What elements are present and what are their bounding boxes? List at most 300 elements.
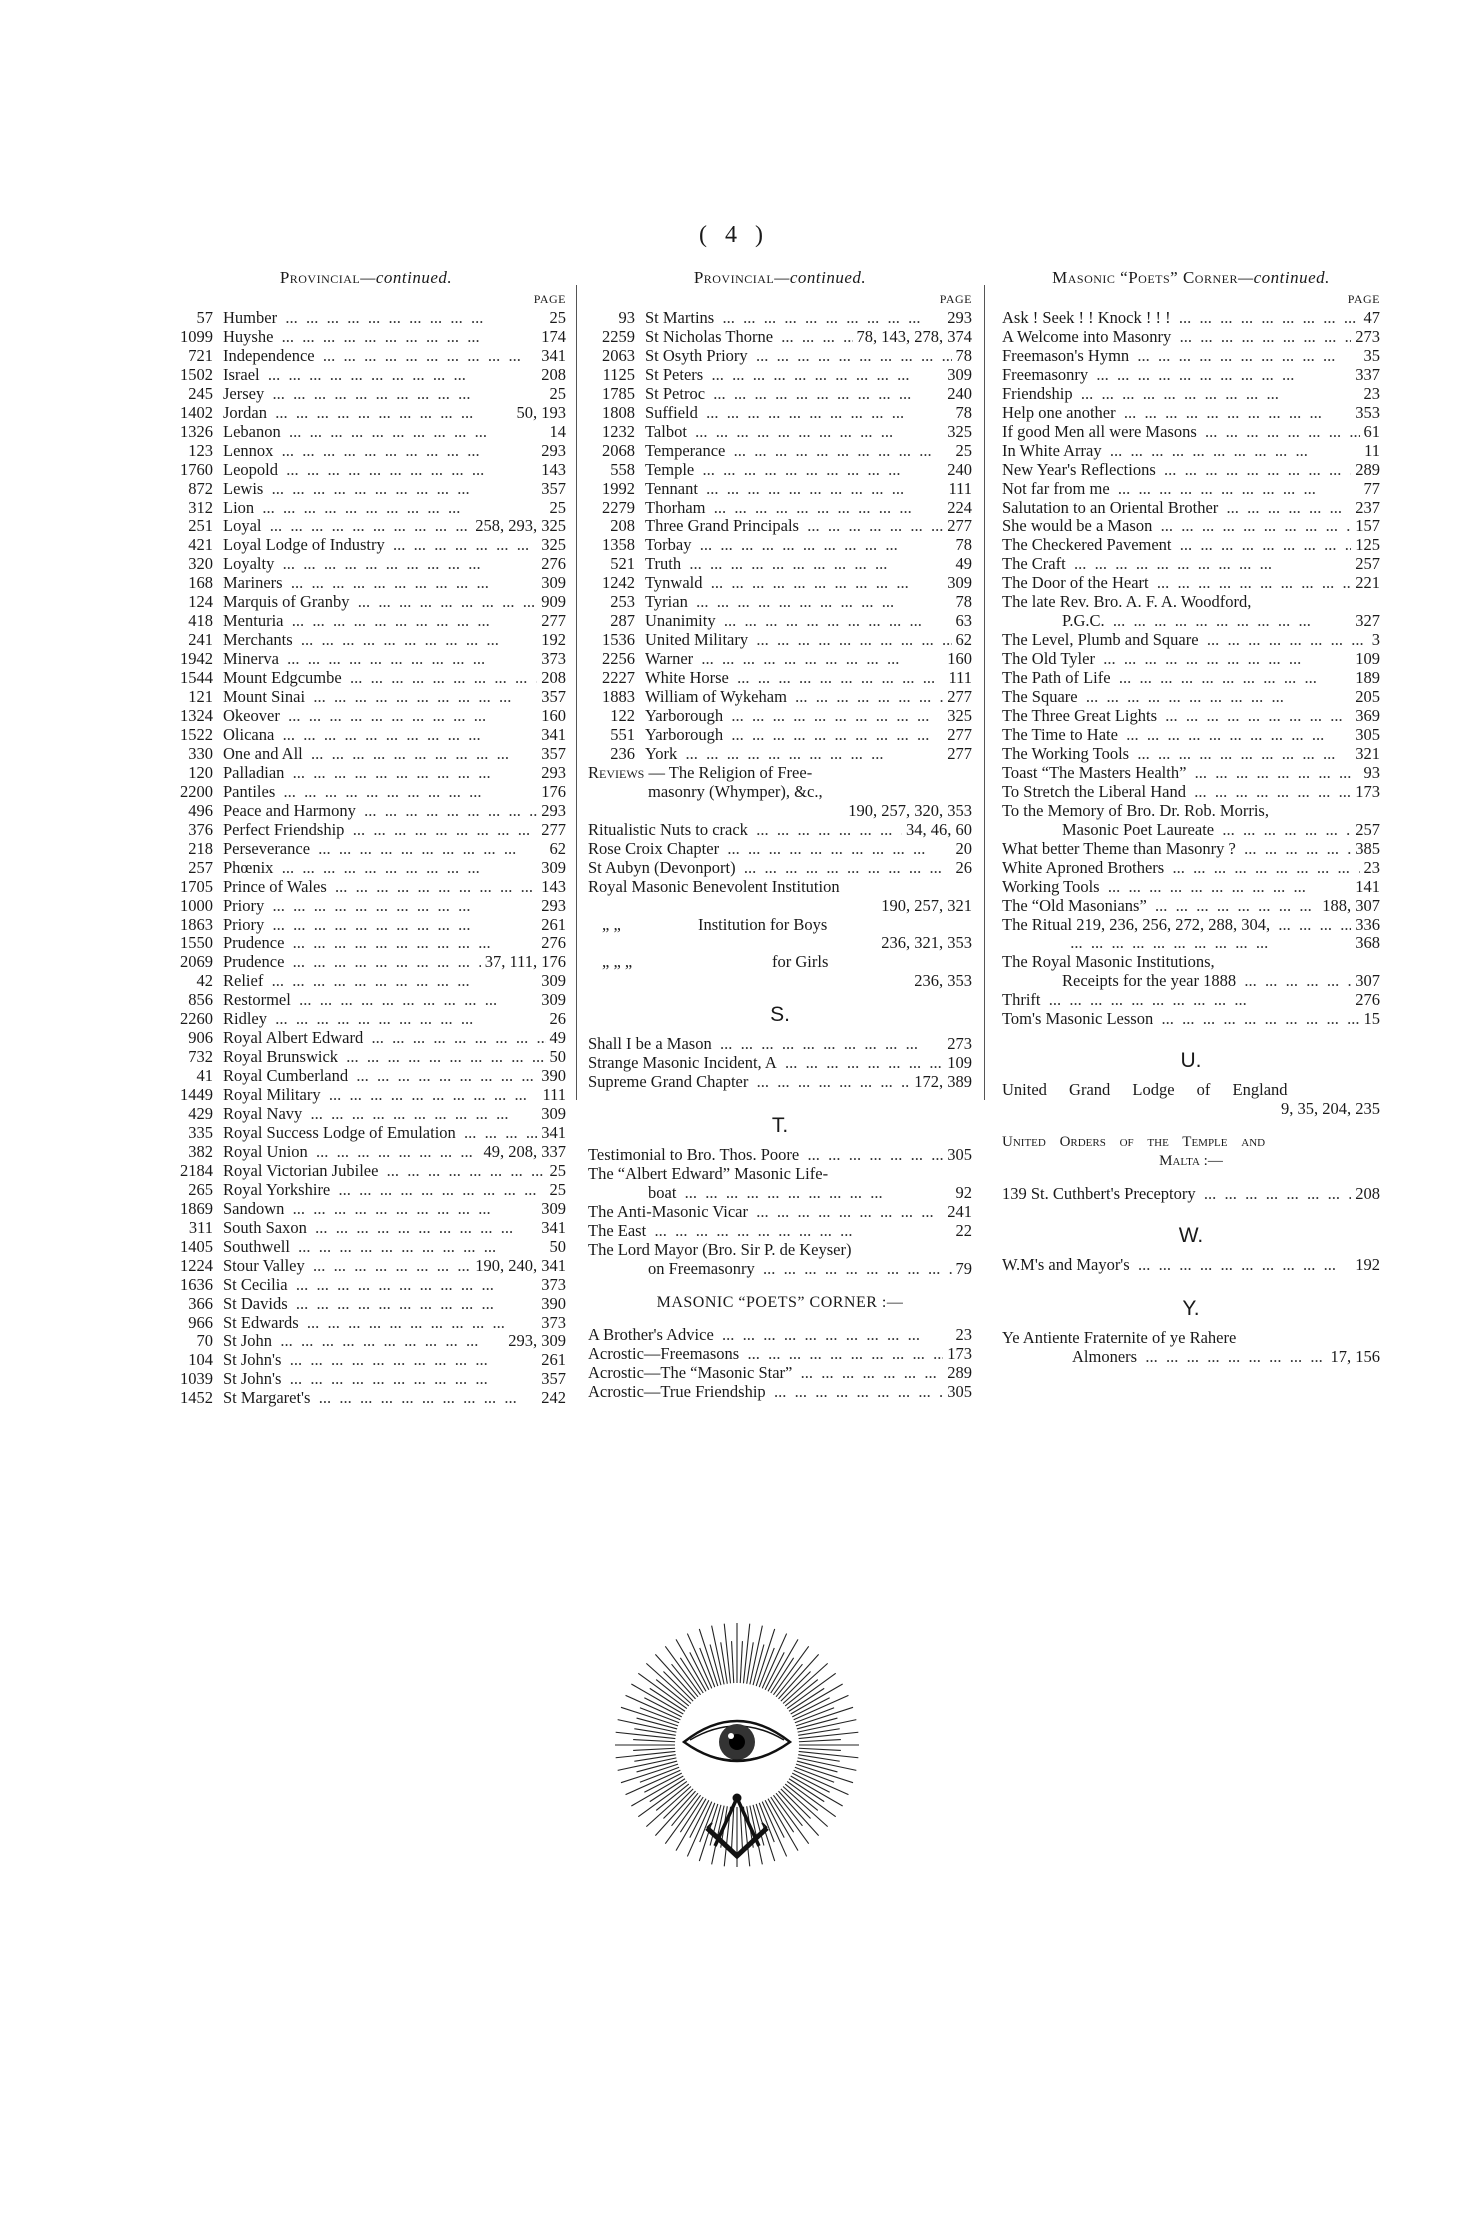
lodge-number: 721	[188, 345, 213, 365]
lodge-number: 120	[188, 762, 213, 782]
emblem-ray	[656, 1784, 689, 1810]
lodge-number: 168	[188, 573, 213, 593]
entry-pages: 309	[541, 1104, 566, 1124]
index-entry	[588, 404, 972, 423]
index-entry	[1002, 745, 1380, 764]
entry-title: Prudence	[223, 952, 285, 972]
entry-pages: 261	[541, 1350, 566, 1370]
index-entry	[588, 1165, 972, 1184]
lodge-number: 418	[188, 611, 213, 631]
entry-title: Minerva	[223, 649, 279, 669]
index-entry	[588, 593, 972, 612]
lodge-number: 287	[610, 611, 635, 631]
lodge-number: 856	[188, 990, 213, 1010]
emblem-ray	[781, 1789, 811, 1819]
entry-title: St Petroc	[645, 383, 706, 403]
index-entry	[1002, 916, 1380, 935]
index-entry	[166, 1389, 566, 1408]
index-entry	[1002, 612, 1380, 631]
entry-pages: 192	[541, 630, 566, 650]
entry-title: White Aproned Brothers	[1002, 857, 1165, 877]
entry-pages: 23	[1363, 857, 1380, 877]
emblem-ray	[616, 1732, 676, 1738]
section-letter-u: U.	[1180, 1049, 1202, 1073]
emblem-ray	[776, 1664, 802, 1697]
index-entry	[1002, 461, 1380, 480]
emblem-ray	[740, 1641, 742, 1683]
index-entry	[588, 1184, 972, 1203]
entry-pages: 11	[1364, 440, 1380, 460]
index-entry	[166, 726, 566, 745]
index-entry	[1002, 707, 1380, 726]
entry-title: Ridley	[223, 1009, 267, 1029]
emblem-ray	[724, 1624, 730, 1684]
entry-title: Palladian	[223, 762, 285, 782]
entry-title: United Military	[645, 630, 749, 650]
entry-title: Freemasonry	[1002, 364, 1089, 384]
entry-pages: 78, 143, 278, 374	[856, 326, 972, 346]
entry-title: The Time to Hate	[1002, 724, 1118, 744]
index-entry	[1002, 650, 1380, 669]
index-entry	[166, 1143, 566, 1162]
lodge-number: 1808	[602, 402, 635, 422]
t-list	[588, 1146, 972, 1279]
index-entry	[588, 1260, 972, 1279]
entry-title: White Horse	[645, 668, 729, 688]
poets-list	[588, 1326, 972, 1402]
entry-title: York	[645, 743, 678, 763]
index-entry	[588, 385, 972, 404]
entry-pages: 172, 389	[914, 1072, 972, 1092]
entry-title: Strange Masonic Incident, A	[588, 1053, 777, 1073]
entry-title: Royal Yorkshire	[223, 1179, 331, 1199]
lodge-list	[588, 309, 972, 764]
entry-title: Loyalty	[223, 554, 275, 574]
entry-pages: 25	[549, 1160, 566, 1180]
entry-title: Restormel	[223, 990, 291, 1010]
lodge-number: 2184	[180, 1160, 213, 1180]
entry-title: Acrostic—True Friendship	[588, 1381, 766, 1401]
lodge-number: 558	[610, 459, 635, 479]
lodge-number: 1502	[180, 364, 213, 384]
index-entry	[1002, 991, 1380, 1010]
index-entry	[1002, 347, 1380, 366]
emblem-ray	[663, 1789, 693, 1819]
index-entry	[166, 612, 566, 631]
entry-pages: 293	[541, 762, 566, 782]
lodge-number: 1705	[180, 876, 213, 896]
entry-title: Temperance	[645, 440, 726, 460]
column-poets-corner: Masonic “Poets” Corner—continued. PAGE Ask ! Seek ! ! Knock ! ! ! ... 47 A Welcome into Masonry ... 273 Freemason's Hymn ... 35 Freemasonry ... 337 Friendship ... 23 Help one another ... 353 If good Men all were Masons ... 61 In White Array ... 11 New Year's Reflections ... 289 Not far from me ... 77 Salutation to an Oriental Brother ... 237 She would be a Mason ... 157 The Checkered Pavement ... 125 The Craft ... 257 The Door of the Heart ... 221 The late Rev. Bro. A. F. A. Woodford, P.G.C. ... 327 The Level, Plumb and Square ... 3 The Old Tyler ... 109 The Path of Life ... 189 The Square ... 205 The Three Great Lights ... 369 The Time to Hate ... 305 The Working Tools ... 321 Toast “The Masters Health” ... 93 To Stretch the Liberal Hand ... 173 To the Memory of Bro. Dr. Rob. Morris, Masonic Poet Laureate ... 257 What better Theme than Masonry ? ... 385 White Aproned Brothers ... 23 Working Tools ... 141 The “Old Masonians” ... 188, 307 The Ritual 219, 236, 256, 272, 288, 304, ... 336 ... 368 The Royal Masonic Institutions, Receipts for the year 1888 ... 307 Thrift ... 276 Tom's Masonic Lesson ... 15 U. United Grand Lodge of England 9, 35, 204, 235 United Orders of the Temple and Malta :— 139 St. Cuthbert's Preceptory ... 208 W. W.M's and Mayor's ... 192 Y. Ye Antiente Fraternite of ye Rahere Almoners ... 17, 156	[1002, 268, 1380, 1367]
entry-pages: 15	[1363, 1009, 1380, 1029]
entry-title: St Cecilia	[223, 1274, 288, 1294]
lodge-number: 104	[188, 1350, 213, 1370]
index-entry	[1002, 536, 1380, 555]
lodge-number: 2068	[602, 440, 635, 460]
column-heading: Provincial—continued.	[279, 268, 453, 287]
index-entry	[166, 745, 566, 764]
index-entry	[588, 821, 972, 840]
entry-pages: 277	[947, 687, 972, 707]
lodge-number: 265	[188, 1179, 213, 1199]
entry-title: Ritualistic Nuts to crack	[588, 819, 748, 839]
entry-pages: 143	[541, 876, 566, 896]
entry-pages: 241	[947, 1202, 972, 1222]
entry-title: Royal Cumberland	[223, 1066, 349, 1086]
entry-pages: 293	[541, 440, 566, 460]
entry-title: St Aubyn (Devonport)	[588, 857, 736, 877]
index-entry	[1002, 442, 1380, 461]
lodge-number: 872	[188, 478, 213, 498]
entry-pages: 293	[541, 800, 566, 820]
index-entry	[588, 688, 972, 707]
entry-pages: 277	[541, 819, 566, 839]
index-entry	[166, 536, 566, 555]
entry-title: She would be a Mason	[1002, 516, 1153, 536]
emblem-ray	[799, 1748, 841, 1750]
entry-pages: 111	[948, 668, 972, 688]
index-entry	[166, 991, 566, 1010]
entry-pages: 309	[541, 971, 566, 991]
index-entry	[588, 517, 972, 536]
index-entry	[1002, 499, 1380, 518]
lodge-number: 1449	[180, 1085, 213, 1105]
entry-title: One and All	[223, 743, 303, 763]
entry-title: William of Wykeham	[645, 687, 787, 707]
lodge-number: 1869	[180, 1198, 213, 1218]
entry-title: Lennox	[223, 440, 274, 460]
index-entry	[166, 897, 566, 916]
entry-title: Priory	[223, 895, 265, 915]
lodge-number: 1326	[180, 421, 213, 441]
entry-pages: 305	[1355, 724, 1380, 744]
entry-pages: 258, 293, 325	[475, 516, 566, 536]
column-divider-right	[984, 285, 985, 1100]
entry-pages: 20	[955, 838, 972, 858]
entry-title: Tennant	[645, 478, 698, 498]
index-entry	[1002, 631, 1380, 650]
entry-title: Working Tools	[1002, 876, 1100, 896]
entry-title: Three Grand Principals	[645, 516, 799, 536]
entry-title: The East	[588, 1220, 647, 1240]
entry-pages: 50, 193	[516, 402, 566, 422]
emblem-ray	[650, 1688, 685, 1711]
entry-title: The Royal Masonic Institutions,	[1002, 952, 1215, 972]
entry-pages: 25	[549, 497, 566, 517]
index-entry	[1002, 859, 1380, 878]
lodge-number: 123	[188, 440, 213, 460]
emblem-ray	[785, 1784, 818, 1810]
lodge-number: 421	[188, 535, 213, 555]
index-entry	[166, 764, 566, 783]
index-entry	[1002, 480, 1380, 499]
entry-title: Leopold	[223, 459, 278, 479]
entry-pages: 309	[947, 573, 972, 593]
entry-title: Yarborough	[645, 724, 724, 744]
entry-pages: 385	[1355, 838, 1380, 858]
entry-title: Royal Military	[223, 1085, 321, 1105]
index-entry	[1002, 517, 1380, 536]
page-label: PAGE	[1347, 292, 1380, 306]
entry-title: Truth	[645, 554, 682, 574]
reviews-entry: Reviews — The Religion of Free- masonry (Whymper), &c., 190, 257, 320, 353	[588, 762, 972, 820]
index-entry	[1002, 385, 1380, 404]
index-entry	[588, 480, 972, 499]
index-entry	[166, 1048, 566, 1067]
entry-title: Not far from me	[1002, 478, 1110, 498]
entry-pages: 309	[541, 573, 566, 593]
lodge-number: 218	[188, 838, 213, 858]
entry-pages: 79	[955, 1258, 972, 1278]
lodge-number: 2063	[602, 345, 635, 365]
entry-pages: 357	[541, 743, 566, 763]
index-entry	[1002, 1010, 1380, 1029]
entry-title: St Nicholas Thorne	[645, 326, 774, 346]
entry-title: Tyrian	[645, 592, 688, 612]
emblem-ray	[650, 1779, 685, 1802]
emblem-ray	[776, 1793, 802, 1826]
index-entry	[1002, 366, 1380, 385]
entry-title: Warner	[645, 649, 694, 669]
entry-title: Unanimity	[645, 611, 716, 631]
emblem-ray	[785, 1680, 818, 1706]
entry-title: Testimonial to Bro. Thos. Poore	[588, 1145, 800, 1165]
entry-pages: 47	[1363, 308, 1380, 327]
column-heading: Masonic “Poets” Corner—continued.	[1052, 268, 1330, 287]
entry-title: St John's	[223, 1369, 282, 1389]
lodge-number: 1324	[180, 706, 213, 726]
emblem-ray	[672, 1664, 698, 1697]
entry-pages: 141	[1355, 876, 1380, 896]
entry-pages: 61	[1363, 421, 1380, 441]
entry-pages: 309	[541, 1198, 566, 1218]
entry-pages: 14	[549, 421, 566, 441]
lodge-number: 376	[188, 819, 213, 839]
lodge-number: 70	[196, 1331, 213, 1351]
index-entry	[1002, 688, 1380, 707]
section-letter-y: Y.	[1182, 1296, 1200, 1320]
entry-title: The Path of Life	[1002, 668, 1111, 688]
entry-pages: 273	[947, 1034, 972, 1054]
lodge-number: 1785	[602, 383, 635, 403]
entry-pages: 77	[1363, 478, 1380, 498]
entry-title: Royal Success Lodge of Emulation	[223, 1122, 456, 1142]
index-entry	[166, 1067, 566, 1086]
lodge-number: 42	[196, 971, 213, 991]
lodge-number: 2256	[602, 649, 635, 669]
index-entry	[166, 953, 566, 972]
index-entry	[166, 688, 566, 707]
entry-pages: 327	[1355, 611, 1380, 631]
emblem-ray	[616, 1751, 676, 1757]
entry-pages: 157	[1355, 516, 1380, 536]
lodge-number: 1099	[180, 326, 213, 346]
index-entry	[1002, 764, 1380, 783]
index-entry	[166, 840, 566, 859]
entry-pages: 63	[955, 611, 972, 631]
index-entry	[1002, 423, 1380, 442]
index-entry	[166, 499, 566, 518]
entry-title: The “Albert Edward” Masonic Life-	[588, 1164, 829, 1184]
entry-pages: 49	[549, 1028, 566, 1048]
entry-title: Perfect Friendship	[223, 819, 345, 839]
entry-pages: 277	[947, 743, 972, 763]
lodge-number: 1125	[602, 364, 635, 384]
entry-title: Southwell	[223, 1236, 290, 1256]
lodge-number: 1760	[180, 459, 213, 479]
index-entry	[588, 1345, 972, 1364]
entry-pages: 353	[1355, 402, 1380, 422]
entry-pages: 341	[541, 1122, 566, 1142]
entry-title: The Checkered Pavement	[1002, 535, 1172, 555]
entry-pages: 49, 208, 337	[483, 1141, 566, 1161]
entry-pages: 305	[947, 1145, 972, 1165]
entry-title: If good Men all were Masons	[1002, 421, 1197, 441]
emblem-ray	[656, 1680, 689, 1706]
index-entry	[588, 442, 972, 461]
entry-title: To the Memory of Bro. Dr. Rob. Morris,	[1002, 800, 1269, 820]
lodge-number: 1000	[180, 895, 213, 915]
index-entry	[166, 1029, 566, 1048]
entry-pages: 3	[1371, 630, 1380, 650]
entry-pages: 160	[541, 706, 566, 726]
entry-title: Temple	[645, 459, 695, 479]
entry-pages: 125	[1355, 535, 1380, 555]
entry-pages: 111	[948, 478, 972, 498]
entry-title: Mount Sinai	[223, 687, 306, 707]
entry-title: The Square	[1002, 687, 1078, 707]
index-entry	[1002, 593, 1380, 612]
index-entry	[588, 1203, 972, 1222]
index-entry	[1002, 669, 1380, 688]
index-entry	[1002, 555, 1380, 574]
lodge-number: 966	[188, 1312, 213, 1332]
index-entry	[588, 328, 972, 347]
entry-title: Loyal	[223, 516, 262, 536]
entry-title: The Working Tools	[1002, 743, 1130, 763]
index-entry	[166, 802, 566, 821]
emblem-ray	[672, 1793, 698, 1826]
entry-title: Receipts for the year 1888	[1062, 971, 1237, 991]
index-entry	[166, 593, 566, 612]
lodge-number: 1358	[602, 535, 635, 555]
column-heading: Provincial—continued.	[693, 268, 867, 287]
entry-title: Salutation to an Oriental Brother	[1002, 497, 1219, 517]
index-entry	[166, 972, 566, 991]
emblem-ray	[771, 1797, 794, 1832]
index-entry	[166, 385, 566, 404]
lodge-number: 1039	[180, 1369, 213, 1389]
index-entry	[166, 821, 566, 840]
entry-pages: 357	[541, 478, 566, 498]
orders-entry: United Orders of the Temple and	[1002, 1134, 1266, 1151]
entry-title: The Lord Mayor (Bro. Sir P. de Keyser)	[588, 1239, 852, 1259]
entry-title: Lion	[223, 497, 255, 517]
entry-title: The Level, Plumb and Square	[1002, 630, 1199, 650]
index-entry	[588, 859, 972, 878]
lodge-list	[166, 309, 566, 1408]
entry-pages: 208	[541, 668, 566, 688]
entry-title: Shall I be a Mason	[588, 1034, 712, 1054]
index-entry	[166, 1257, 566, 1276]
emblem-ray	[789, 1779, 824, 1802]
entry-pages: 62	[955, 630, 972, 650]
lodge-number: 236	[610, 743, 635, 763]
lodge-number: 429	[188, 1104, 213, 1124]
entry-pages: 50	[549, 1047, 566, 1067]
entry-title: St Osyth Priory	[645, 345, 748, 365]
entry-title: Thrift	[1002, 990, 1041, 1010]
index-entry	[1002, 309, 1380, 328]
lodge-number: 122	[610, 706, 635, 726]
entry-pages: 188, 307	[1322, 895, 1380, 915]
lodge-number: 241	[188, 630, 213, 650]
index-entry	[166, 1105, 566, 1124]
index-entry	[166, 328, 566, 347]
lodge-number: 124	[188, 592, 213, 612]
entry-title: Mariners	[223, 573, 283, 593]
index-entry	[1002, 934, 1380, 953]
entry-title: St John	[223, 1331, 273, 1351]
index-entry	[166, 309, 566, 328]
entry-title: What better Theme than Masonry ?	[1002, 838, 1236, 858]
entry-title: St Margaret's	[223, 1388, 311, 1408]
entry-pages: 242	[541, 1388, 566, 1408]
entry-title: Peace and Harmony	[223, 800, 356, 820]
entry-pages: 78	[955, 592, 972, 612]
entry-title: Suffield	[645, 402, 698, 422]
index-entry	[166, 404, 566, 423]
entry-pages: 337	[1355, 364, 1380, 384]
index-entry	[588, 745, 972, 764]
lodge-number: 93	[618, 308, 635, 327]
index-entry	[588, 347, 972, 366]
entry-title: St Edwards	[223, 1312, 299, 1332]
lodge-number: 1536	[602, 630, 635, 650]
entry-pages: 25	[549, 308, 566, 327]
entry-title: To Stretch the Liberal Hand	[1002, 781, 1186, 801]
entry-title: St Davids	[223, 1293, 288, 1313]
lodge-number: 245	[188, 383, 213, 403]
entry-title: Phœnix	[223, 857, 274, 877]
emblem-ray	[799, 1732, 859, 1738]
entry-pages: 321	[1355, 743, 1380, 763]
index-entry	[1002, 404, 1380, 423]
entry-title: A Brother's Advice	[588, 1324, 714, 1344]
index-entry	[166, 1181, 566, 1200]
entry-pages: 909	[541, 592, 566, 612]
emblem-ray	[799, 1751, 859, 1757]
entry-title: The Door of the Heart	[1002, 573, 1149, 593]
index-entry	[166, 574, 566, 593]
w-entry: W.M's and Mayor's ... 192	[1002, 1256, 1380, 1275]
lodge-number: 2069	[180, 952, 213, 972]
entry-title: Loyal Lodge of Industry	[223, 535, 385, 555]
lodge-number: 1522	[180, 724, 213, 744]
entry-pages: 390	[541, 1293, 566, 1313]
lodge-number: 1636	[180, 1274, 213, 1294]
entry-pages: 176	[541, 781, 566, 801]
entry-title: Jordan	[223, 402, 267, 422]
lodge-number: 366	[188, 1293, 213, 1313]
entry-pages: 277	[947, 724, 972, 744]
index-entry	[588, 1035, 972, 1054]
lodge-number: 208	[610, 516, 635, 536]
entry-pages: 373	[541, 1274, 566, 1294]
index-entry	[166, 1200, 566, 1219]
index-entry	[166, 1276, 566, 1295]
entry-title: Menturia	[223, 611, 284, 631]
